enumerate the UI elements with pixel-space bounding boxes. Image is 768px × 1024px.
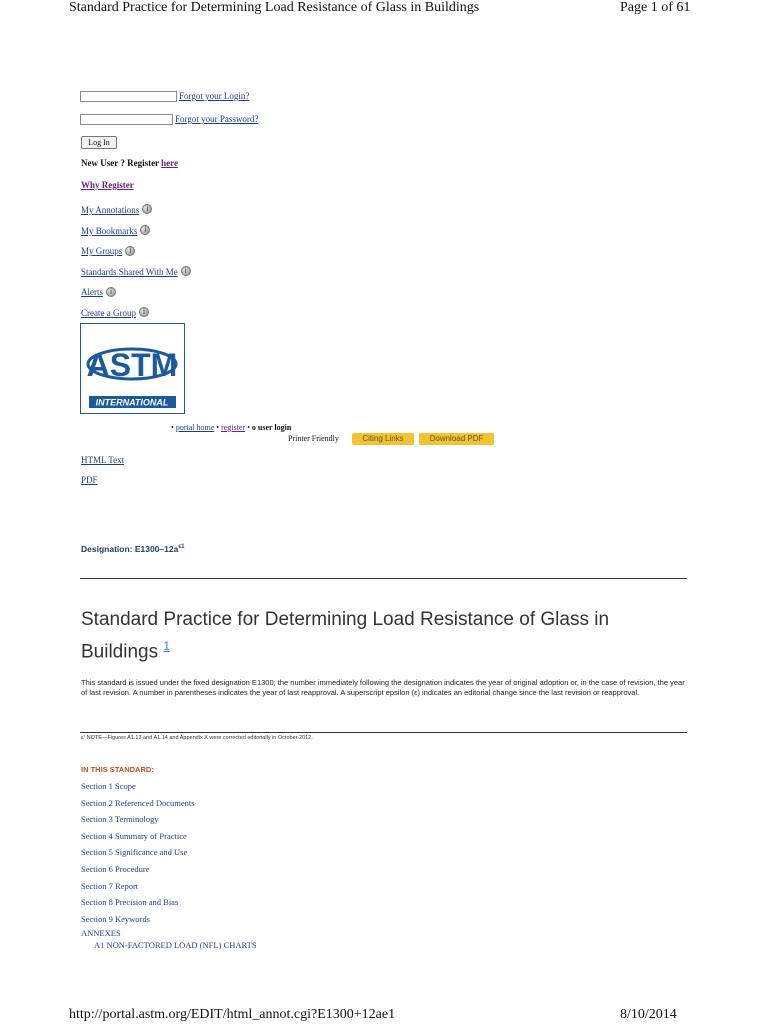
my-bookmarks-link[interactable]: My Bookmarks: [81, 225, 138, 236]
register-link[interactable]: register: [221, 423, 246, 432]
new-user-text: New User ? Register: [81, 158, 162, 168]
print-footer-url: http://portal.astm.org/EDIT/html_annot.cgi?E1300+12ae1: [69, 1007, 396, 1022]
user-link-groups: [81, 241, 191, 262]
designation-superscript: ε1: [178, 544, 185, 551]
toc-item[interactable]: Section 7 Report: [81, 880, 139, 891]
annex-item[interactable]: A1 NON-FACTORED LOAD (NFL) CHARTS: [94, 940, 257, 950]
user-link-annotations: [81, 200, 191, 221]
pdf-link[interactable]: PDF: [81, 475, 98, 485]
info-icon[interactable]: i: [140, 225, 150, 235]
toc-item[interactable]: Section 1 Scope: [81, 781, 136, 791]
forgot-login-link[interactable]: Forgot your Login?: [179, 91, 250, 101]
divider: [80, 732, 687, 733]
toc-item[interactable]: Section 4 Summary of Practice: [81, 830, 187, 841]
print-footer-date: 8/10/2014: [620, 1007, 677, 1022]
toc-item[interactable]: Section 9 Keywords: [81, 913, 150, 924]
portal-nav: [171, 423, 291, 432]
info-icon[interactable]: i: [125, 246, 135, 256]
toc-item[interactable]: Section 5 Significance and Use: [81, 847, 188, 858]
intro-paragraph: This standard is issued under the fixed designation E1300; the number immediately following the designation indicates the year of original adoption or, in the case of revision, the year of last revision. A number in parentheses indicates the year of last reapproval. A superscript epsilon (ε) indicates an editorial change since the last revision or reapproval.: [81, 678, 685, 697]
designation: [81, 544, 185, 554]
title-footnote-link[interactable]: 1: [163, 639, 171, 653]
html-text-link[interactable]: HTML Text: [81, 455, 125, 465]
user-link-create-group: [81, 303, 191, 324]
annexes-label: ANNEXES: [81, 928, 121, 938]
toc-item[interactable]: Section 2 Referenced Documents: [81, 797, 195, 808]
title-line-1: Standard Practice for Determining Load Resistance of Glass in: [81, 609, 610, 630]
alerts-link[interactable]: Alerts: [81, 287, 103, 298]
info-icon[interactable]: i: [106, 287, 116, 297]
new-user-prompt: [81, 158, 178, 168]
my-annotations-link[interactable]: My Annotations: [81, 205, 140, 215]
standards-shared-link[interactable]: Standards Shared With Me: [81, 266, 178, 277]
divider: [80, 578, 687, 579]
title-line-2-text: Buildings: [81, 641, 164, 663]
toc-list: [81, 778, 195, 927]
info-icon[interactable]: i: [142, 204, 152, 214]
bullet: •: [216, 423, 220, 432]
toc-heading: IN THIS STANDARD:: [81, 765, 154, 774]
user-link-alerts: [81, 282, 191, 303]
user-link-bookmarks: [81, 221, 191, 242]
bullet: •: [171, 423, 174, 432]
password-input[interactable]: [80, 114, 173, 125]
register-here-link[interactable]: here: [161, 158, 178, 168]
info-icon[interactable]: i: [139, 307, 149, 317]
user-links: [81, 200, 191, 324]
info-icon[interactable]: i: [181, 266, 191, 276]
user-link-shared: [81, 262, 191, 283]
user-login-label: o user login: [251, 423, 292, 432]
toc-item[interactable]: Section 3 Terminology: [81, 814, 159, 825]
logo-subtitle: INTERNATIONAL: [95, 397, 169, 408]
bullet: •: [247, 423, 250, 432]
document-title: [81, 606, 681, 665]
logo-wordmark: ASTM: [86, 347, 178, 383]
title-line-2: [81, 633, 681, 665]
portal-home-link[interactable]: portal home: [175, 423, 215, 432]
my-groups-link[interactable]: My Groups: [81, 246, 123, 257]
toc-item[interactable]: Section 6 Procedure: [81, 863, 150, 874]
designation-label: Designation: E1300–12a: [81, 544, 179, 554]
why-register-link[interactable]: Why Register: [81, 180, 134, 190]
astm-logo: [80, 323, 185, 414]
forgot-password-link[interactable]: Forgot your Password?: [175, 114, 259, 124]
editorial-note: ε¹ NOTE—Figures A1.13 and A1.14 and Appendix X were corrected editorially in October 2012.: [81, 735, 313, 741]
printer-friendly-label: Printer Friendly: [288, 434, 339, 443]
print-header-page: Page 1 of 61: [620, 0, 691, 15]
citing-links-button[interactable]: Citing Links: [352, 433, 414, 445]
toc-item[interactable]: Section 8 Precision and Bias: [81, 897, 179, 908]
login-button[interactable]: Log In: [81, 136, 117, 149]
astm-logo-mark: [81, 324, 184, 413]
username-input[interactable]: [80, 91, 177, 102]
create-group-link[interactable]: Create a Group: [81, 307, 136, 318]
print-header-title: Standard Practice for Determining Load Resistance of Glass in Buildings: [69, 0, 480, 15]
download-pdf-button[interactable]: Download PDF: [419, 433, 494, 445]
